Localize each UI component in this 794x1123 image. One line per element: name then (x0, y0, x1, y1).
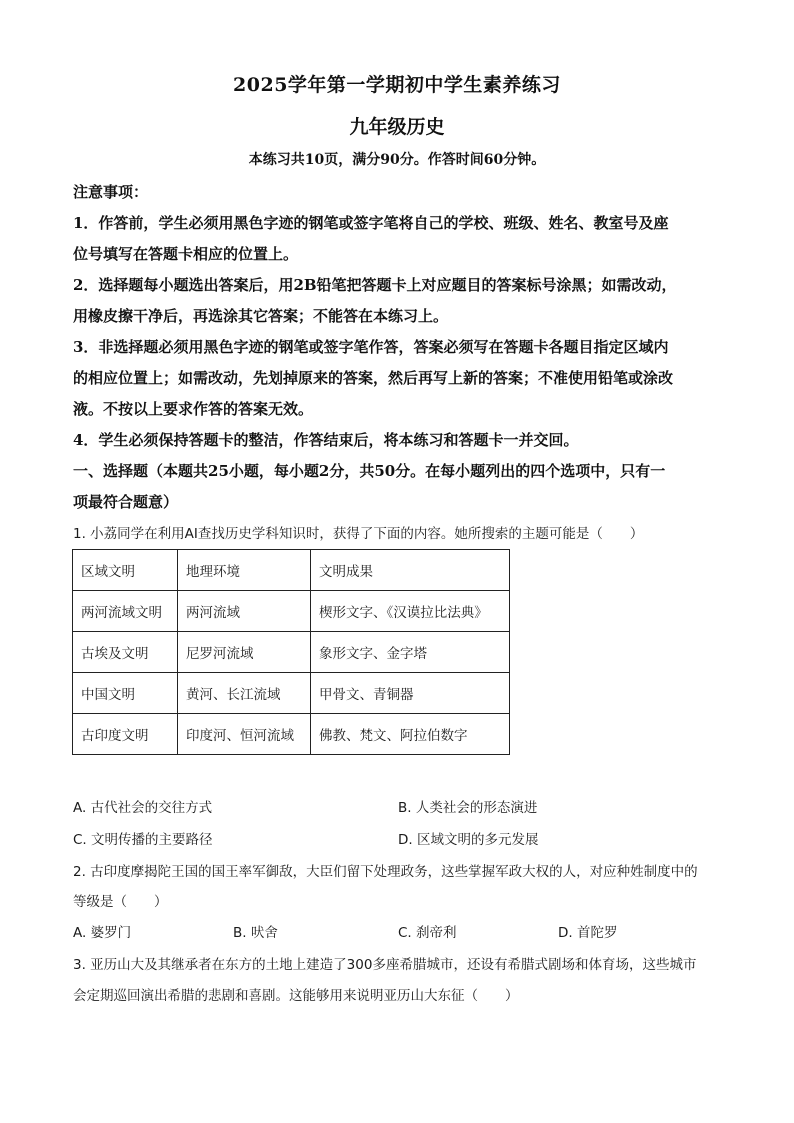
question-2-stem-line-1: 2. 古印度摩揭陀王国的国王率军御敌，大臣们留下处理政务，这些掌握军政大权的人，对应种姓制度中的 (73, 864, 698, 880)
table-header-row (73, 550, 510, 591)
table-cell: 印度河、恒河流域 (178, 714, 311, 755)
table-cell: 古印度文明 (73, 714, 178, 755)
q1-option-b: B. 人类社会的形态演进 (398, 800, 538, 816)
section-heading-line-1: 一、选择题（本题共25小题，每小题2分，共50分。在每小题列出的四个选项中，只有一 (73, 462, 666, 480)
note-4-line-1: 4．学生必须保持答题卡的整洁，作答结束后，将本练习和答题卡一并交回。 (73, 431, 579, 449)
exam-title: 2025学年第一学期初中学生素养练习 (233, 74, 561, 96)
table-cell: 两河流域文明 (73, 591, 178, 632)
question-1-stem: 1. 小荔同学在利用AI查找历史学科知识时，获得了下面的内容。她所搜索的主题可能是（ ） (73, 526, 644, 542)
note-2-line-2: 用橡皮擦干净后，再选涂其它答案；不能答在本练习上。 (73, 307, 449, 325)
civilization-table (72, 549, 510, 755)
q1-option-a: A. 古代社会的交往方式 (73, 800, 213, 816)
table-row (73, 591, 510, 632)
table-cell: 楔形文字、《汉谟拉比法典》 (311, 591, 510, 632)
table-cell: 象形文字、金字塔 (311, 632, 510, 673)
table-cell: 中国文明 (73, 673, 178, 714)
q2-option-b: B. 吠舍 (233, 925, 278, 941)
note-2-line-1: 2．选择题每小题选出答案后，用2B铅笔把答题卡上对应题目的答案标号涂黑；如需改动， (73, 276, 677, 294)
question-3-stem-line-1: 3. 亚历山大及其继承者在东方的土地上建造了300多座希腊城市，还设有希腊式剧场和体育场，这些城市 (73, 957, 697, 973)
table-row (73, 632, 510, 673)
table-cell: 佛教、梵文、阿拉伯数字 (311, 714, 510, 755)
table-row (73, 714, 510, 755)
q1-option-c: C. 文明传播的主要路径 (73, 832, 213, 848)
note-3-line-1: 3．非选择题必须用黑色字迹的钢笔或签字笔作答，答案必须写在答题卡各题目指定区域内 (73, 338, 669, 356)
exam-subject: 九年级历史 (349, 116, 445, 138)
note-1-line-2: 位号填写在答题卡相应的位置上。 (73, 245, 299, 263)
table-cell: 两河流域 (178, 591, 311, 632)
table-row (73, 673, 510, 714)
table-header-cell: 地理环境 (178, 550, 311, 591)
table-header-cell: 文明成果 (311, 550, 510, 591)
question-2-stem-line-2: 等级是（ ） (73, 894, 168, 910)
exam-info: 本练习共10页，满分90分。作答时间60分钟。 (248, 152, 546, 168)
note-3-line-2: 的相应位置上；如需改动，先划掉原来的答案，然后再写上新的答案；不准使用铅笔或涂改 (73, 369, 674, 387)
q2-option-a: A. 婆罗门 (73, 925, 132, 941)
q1-option-d: D. 区域文明的多元发展 (398, 832, 539, 848)
table-cell: 古埃及文明 (73, 632, 178, 673)
note-1-line-1: 1．作答前，学生必须用黑色字迹的钢笔或签字笔将自己的学校、班级、姓名、教室号及座 (73, 214, 669, 232)
table-cell: 尼罗河流域 (178, 632, 311, 673)
table-cell: 黄河、长江流域 (178, 673, 311, 714)
note-3-line-3: 液。不按以上要求作答的答案无效。 (73, 400, 314, 418)
table-cell: 甲骨文、青铜器 (311, 673, 510, 714)
question-3-stem-line-2: 会定期巡回演出希腊的悲剧和喜剧。这能够用来说明亚历山大东征（ ） (73, 988, 519, 1004)
q2-option-d: D. 首陀罗 (558, 925, 618, 941)
table-header-cell: 区域文明 (73, 550, 178, 591)
q2-option-c: C. 刹帝利 (398, 925, 457, 941)
notes-heading: 注意事项： (73, 183, 149, 201)
section-heading-line-2: 项最符合题意） (73, 493, 179, 511)
